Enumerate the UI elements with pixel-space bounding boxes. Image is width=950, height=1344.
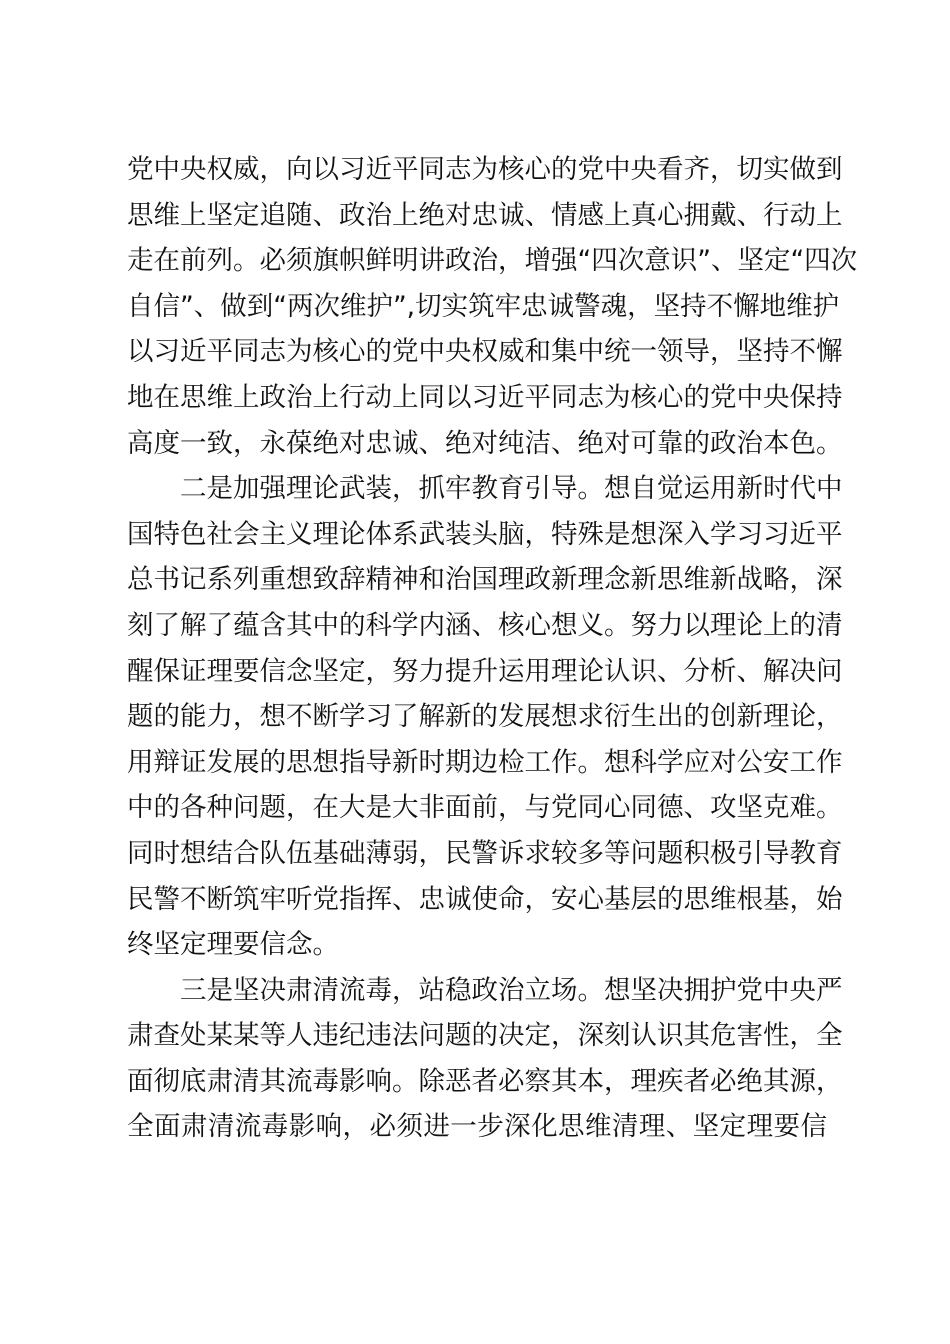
- body-text: [127, 147, 858, 1150]
- text-line: 醒保证理要信念坚定，努力提升运用理论认识、分析、解决问: [127, 655, 843, 687]
- text-line: 中的各种问题，在大是大非面前，与党同心同德、攻坚克难。: [127, 792, 843, 824]
- text-line: 题的能力，想不断学习了解新的发展想求衍生出的创新理论，: [127, 701, 843, 733]
- text-line: 全面肃清流毒影响，必须进一步深化思维清理、坚定理要信: [127, 1111, 827, 1143]
- text-line: 思维上坚定追随、政治上绝对忠诚、情感上真心拥戴、行动上: [127, 199, 843, 231]
- text-line: 用辩证发展的思想指导新时期边检工作。想科学应对公安工作: [127, 746, 843, 778]
- text-line: 刻了解了蕴含其中的科学内涵、核心想义。努力以理论上的清: [127, 609, 843, 641]
- text-line: 肃查处某某等人违纪违法问题的决定，深刻认识其危害性，全: [127, 1020, 843, 1052]
- text-line: 终坚定理要信念。: [127, 929, 339, 961]
- paragraph-heading-line: 二是加强理论武装，抓牢教育引导。想自觉运用新时代中: [180, 473, 843, 505]
- text-line: 同时想结合队伍基础薄弱，民警诉求较多等问题积极引导教育: [127, 837, 843, 869]
- text-line: 高度一致，永葆绝对忠诚、绝对纯洁、绝对可靠的政治本色。: [127, 427, 843, 459]
- text-line: 自信”、做到“两次维护”,切实筑牢忠诚警魂，坚持不懈地维护: [127, 290, 840, 322]
- text-line: 面彻底肃清其流毒影响。除恶者必察其本，理疾者必绝其源，: [127, 1065, 843, 1097]
- text-line: 民警不断筑牢听党指挥、忠诚使命，安心基层的思维根基，始: [127, 883, 843, 915]
- text-line: 走在前列。必须旗帜鲜明讲政治，增强“四次意识”、坚定“四次: [127, 245, 858, 277]
- text-line: 国特色社会主义理论体系武装头脑，特殊是想深入学习习近平: [127, 518, 843, 550]
- text-line: 以习近平同志为核心的党中央权威和集中统一领导，坚持不懈: [127, 336, 843, 368]
- text-line: 地在思维上政治上行动上同以习近平同志为核心的党中央保持: [127, 381, 843, 413]
- text-line: 总书记系列重想致辞精神和治国理政新理念新思维新战略，深: [127, 564, 843, 596]
- text-line: 党中央权威，向以习近平同志为核心的党中央看齐，切实做到: [127, 154, 843, 185]
- paragraph-heading-line: 三是坚决肃清流毒，站稳政治立场。想坚决拥护党中央严: [180, 974, 843, 1006]
